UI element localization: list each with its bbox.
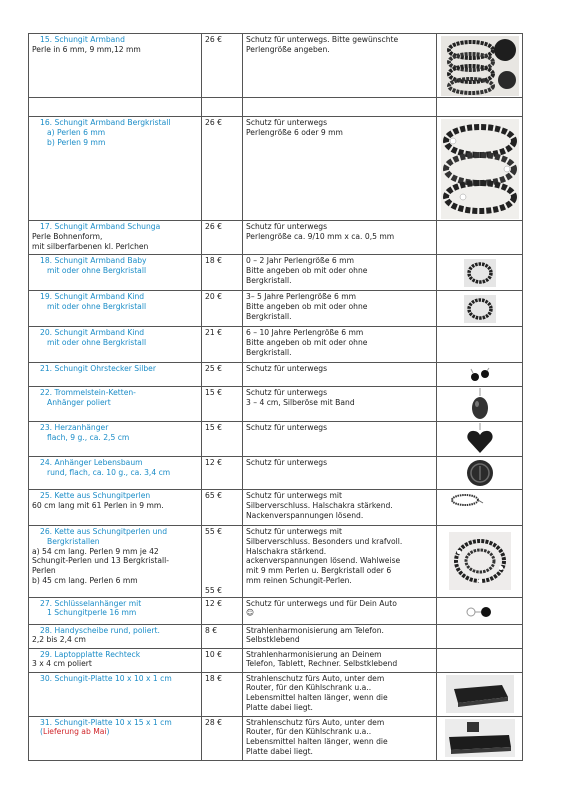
price-cell: 25 € (202, 363, 243, 387)
product-table (28, 33, 523, 761)
item-number: 25. (40, 491, 53, 500)
info-line: Schutz für unterwegs (246, 118, 328, 127)
table-row (29, 387, 523, 422)
info-cell (243, 716, 437, 760)
item-name: Anhänger Lebensbaum (54, 458, 143, 467)
item-desc: 60 cm lang mit 61 Perlen in 9 mm. (32, 500, 164, 510)
product-photo-cell (437, 363, 523, 387)
table-row (29, 716, 523, 760)
table-row (29, 98, 523, 117)
info-cell (243, 648, 437, 672)
product-photo-cell (437, 716, 523, 760)
item-name-line2: Bergkristallen (47, 536, 100, 546)
info-line: Platte dabei liegt. (246, 746, 313, 756)
item-number: 29. (40, 649, 53, 659)
product-name-cell (29, 457, 202, 490)
table-row (29, 457, 523, 490)
info-cell (243, 327, 437, 363)
table-row (29, 597, 523, 624)
plate-square-photo (446, 675, 514, 713)
baby-bracelet-photo (464, 259, 496, 287)
price-cell: 12 € (202, 597, 243, 624)
item-number: 17. (40, 222, 53, 231)
table-row (29, 221, 523, 255)
item-number: 15. (40, 35, 53, 44)
table-row (29, 117, 523, 221)
item-name: Schungit Armband Kind (54, 328, 145, 337)
table-row (29, 363, 523, 387)
info-cell (243, 34, 437, 98)
info-cell (243, 255, 437, 291)
info-line: Bitte angeben ob mit oder ohne (246, 301, 368, 311)
info-line: Schutz für unterwegs (246, 222, 328, 231)
item-name-line2: Anhänger poliert (47, 397, 111, 407)
info-cell (243, 221, 437, 255)
price-cell: 21 € (202, 327, 243, 363)
table-row (29, 490, 523, 526)
info-line: Schutz für unterwegs mit (246, 491, 342, 500)
item-name-line2: mit oder ohne Bergkristall (47, 337, 147, 347)
item-number: 26. (40, 527, 53, 536)
info-line: Telefon, Tablett, Rechner. Selbstklebend (246, 659, 398, 669)
info-line: mm reinen Schungit-Perlen. (246, 575, 352, 585)
tumbled-pendant-photo (465, 388, 495, 420)
kid-bracelet-photo (464, 295, 496, 323)
necklace-photo (449, 491, 485, 509)
item-number: 23. (40, 423, 53, 432)
item-name: Herzanhänger (54, 423, 109, 432)
item-number: 16. (40, 118, 53, 127)
info-line: Bergkristall. (246, 275, 292, 285)
product-photo-cell (437, 526, 523, 598)
product-photo-cell (437, 648, 523, 672)
product-photo-cell (437, 34, 523, 98)
info-line: Perlengröße ca. 9/10 mm x ca. 0,5 mm (246, 231, 395, 241)
info-line: 3– 5 Jahre Perlengröße 6 mm (246, 292, 357, 301)
info-line: ackenverspannungen lösend. Wahlweise (246, 556, 401, 566)
item-number: 27. (40, 598, 53, 608)
info-cell (243, 624, 437, 648)
info-line: Schutz für unterwegs. Bitte gewünschte (246, 35, 399, 44)
crystal-necklace-photo (449, 532, 511, 590)
price-cell (202, 526, 243, 598)
info-line: Strahlenharmonisierung an Deinem (246, 649, 382, 659)
item-name: Trommelstein-Ketten- (54, 388, 136, 397)
info-line: 6 – 10 Jahre Perlengröße 6 mm (246, 328, 364, 337)
product-photo-cell (437, 457, 523, 490)
product-photo-cell (437, 624, 523, 648)
info-cell (243, 672, 437, 716)
info-cell (243, 422, 437, 457)
info-line: Platte dabei liegt. (246, 702, 313, 712)
info-line: Halschakra stärkend. (246, 546, 327, 556)
item-name-line2: 1 Schungitperle 16 mm (47, 608, 137, 618)
info-line: Strahlenharmonisierung am Telefon. (246, 625, 384, 635)
item-number: 30. (40, 673, 53, 683)
price-cell: 65 € (202, 490, 243, 526)
delivery-note: Lieferung ab Mai (42, 727, 107, 737)
info-line: Perlengröße 6 oder 9 mm (246, 127, 343, 137)
product-photo-cell (437, 672, 523, 716)
price-list-sheet (28, 33, 522, 761)
info-line: Perlengröße angeben. (246, 44, 330, 54)
info-line: Schutz für unterwegs (246, 458, 328, 467)
item-name: Schungit Ohrstecker Silber (54, 364, 156, 373)
item-number: 28. (40, 625, 53, 635)
item-number: 19. (40, 292, 53, 301)
item-desc: Perle in 6 mm, 9 mm,12 mm (32, 44, 141, 54)
info-line: 0 – 2 Jahr Perlengröße 6 mm (246, 256, 354, 265)
table-row (29, 291, 523, 327)
table-row (29, 327, 523, 363)
item-name: Schungit Armband Baby (54, 256, 147, 265)
price-cell: 20 € (202, 291, 243, 327)
info-line: Lebensmittel halten länger, wenn die (246, 737, 388, 747)
item-name: Schungit Armband Bergkristall (54, 118, 171, 127)
table-row (29, 34, 523, 98)
item-name: Schungit Armband (54, 35, 125, 44)
product-photo-cell (437, 490, 523, 526)
item-name-line2: rund, flach, ca. 10 g., ca. 3,4 cm (47, 467, 171, 477)
tree-of-life-photo (465, 458, 495, 488)
info-line: Schutz für unterwegs und für Dein Auto (246, 598, 397, 608)
table-row (29, 255, 523, 291)
product-photo-cell (437, 422, 523, 457)
product-name-cell (29, 363, 202, 387)
product-photo-cell (437, 597, 523, 624)
item-variant: b) Perlen 9 mm (47, 137, 106, 147)
item-name: Handyscheibe rund, poliert. (54, 625, 160, 635)
item-name: Schlüsselanhänger mit (54, 598, 142, 608)
product-name-cell (29, 117, 202, 221)
item-number: 31. (40, 717, 53, 727)
item-number: 18. (40, 256, 53, 265)
item-desc: mit silberfarbenen kl. Perlchen (32, 241, 149, 251)
product-name-cell: 31. Schungit-Platte 10 x 15 x 1 cm (Lieferung ab Mai) (29, 716, 202, 760)
info-line: Bergkristall. (246, 311, 292, 321)
item-name: Schungit Armband Schunga (54, 222, 161, 231)
info-cell (243, 490, 437, 526)
product-name-cell (29, 422, 202, 457)
item-name: Kette aus Schungitperlen (54, 491, 151, 500)
info-cell (243, 597, 437, 624)
price-cell: 10 € (202, 648, 243, 672)
info-line: Nackenverspannungen lösend. (246, 510, 364, 520)
item-variant: a) Perlen 6 mm (47, 127, 106, 137)
item-name: Schungit-Platte 10 x 15 x 1 cm (54, 717, 172, 727)
product-photo-cell (437, 387, 523, 422)
item-desc: 3 x 4 cm poliert (32, 659, 92, 669)
table-row (29, 648, 523, 672)
item-number: 22. (40, 388, 53, 397)
info-line: Silberverschluss. Besonders und krafvoll. (246, 536, 403, 546)
price-cell: 28 € (202, 716, 243, 760)
price-cell: 26 € (202, 221, 243, 255)
info-line: Lebensmittel halten länger, wenn die (246, 693, 388, 703)
item-name-line2: mit oder ohne Bergkristall (47, 265, 147, 275)
info-line: mit 9 mm Perlen u. Bergkristall oder 6 (246, 566, 392, 576)
info-cell (243, 457, 437, 490)
heart-pendant-photo (465, 423, 495, 455)
info-line: Schutz für unterwegs mit (246, 527, 342, 536)
plate-rect-photo (445, 719, 515, 757)
price-cell: 8 € (202, 624, 243, 648)
product-photo-cell (437, 117, 523, 221)
info-line: Strahlenschutz fürs Auto, unter dem (246, 673, 385, 683)
product-photo-cell (437, 255, 523, 291)
price-cell: 15 € (202, 422, 243, 457)
table-row (29, 422, 523, 457)
product-photo-cell (437, 327, 523, 363)
bracelets-stack-photo (441, 36, 519, 96)
info-line: Router, für den Kühlschrank u.a.. (246, 727, 372, 737)
info-cell (243, 291, 437, 327)
info-line: Strahlenschutz fürs Auto, unter dem (246, 717, 385, 727)
item-name: Schungit Armband Kind (54, 292, 145, 301)
info-line: Schutz für unterwegs (246, 364, 328, 373)
smiley-text: ☺ (246, 608, 254, 618)
item-desc: a) 54 cm lang. Perlen 9 mm je 42 (32, 546, 159, 556)
item-desc: b) 45 cm lang. Perlen 6 mm (32, 575, 138, 585)
item-desc: 2,2 bis 2,4 cm (32, 635, 86, 645)
table-row (29, 526, 523, 598)
crystal-bracelets-photo (441, 119, 519, 219)
product-name-cell (29, 624, 202, 648)
price-b: 55 € (205, 585, 222, 595)
price-a: 55 € (205, 527, 222, 536)
info-line: Silberverschluss. Halschakra stärkend. (246, 500, 393, 510)
price-cell: 12 € (202, 457, 243, 490)
info-line: Bitte angeben ob mit oder ohne (246, 265, 368, 275)
product-name-cell (29, 490, 202, 526)
item-number: 20. (40, 328, 53, 337)
item-name: Schungit-Platte 10 x 10 x 1 cm (54, 673, 172, 683)
earrings-photo (465, 365, 495, 385)
item-name-line2: flach, 9 g., ca. 2,5 cm (47, 432, 130, 442)
info-line: Selbstklebend (246, 635, 300, 645)
product-name-cell (29, 221, 202, 255)
product-name-cell (29, 34, 202, 98)
info-line: Schutz für unterwegs (246, 388, 328, 397)
info-line: Bitte angeben ob mit oder ohne (246, 337, 368, 347)
info-cell (243, 387, 437, 422)
product-name-cell (29, 672, 202, 716)
product-name-cell (29, 291, 202, 327)
item-desc: Perle Bohnenform, (32, 231, 103, 241)
product-name-cell (29, 387, 202, 422)
product-name-cell (29, 597, 202, 624)
item-name-line2: mit oder ohne Bergkristall (47, 301, 147, 311)
info-line: Schutz für unterwegs (246, 423, 328, 432)
item-number: 24. (40, 458, 53, 467)
table-row (29, 624, 523, 648)
price-cell: 18 € (202, 255, 243, 291)
price-cell: 18 € (202, 672, 243, 716)
product-name-cell (29, 255, 202, 291)
product-name-cell (29, 327, 202, 363)
product-name-cell (29, 648, 202, 672)
info-line: Bergkristall. (246, 347, 292, 357)
info-cell (243, 526, 437, 598)
product-photo-cell (437, 221, 523, 255)
price-cell: 26 € (202, 34, 243, 98)
product-name-cell (29, 526, 202, 598)
info-cell (243, 363, 437, 387)
item-number: 21. (40, 364, 53, 373)
price-cell: 26 € (202, 117, 243, 221)
price-cell: 15 € (202, 387, 243, 422)
table-row (29, 672, 523, 716)
item-desc: Perlen (32, 566, 56, 576)
item-desc: Schungit-Perlen und 13 Bergkristall- (32, 556, 169, 566)
info-line: 3 – 4 cm, Silberöse mit Band (246, 397, 355, 407)
keychain-photo (465, 600, 495, 622)
item-name: Laptopplatte Rechteck (54, 649, 141, 659)
info-line: Router, für den Kühlschrank u.a.. (246, 683, 372, 693)
info-cell (243, 117, 437, 221)
product-photo-cell (437, 291, 523, 327)
item-name: Kette aus Schungitperlen und (54, 527, 168, 536)
